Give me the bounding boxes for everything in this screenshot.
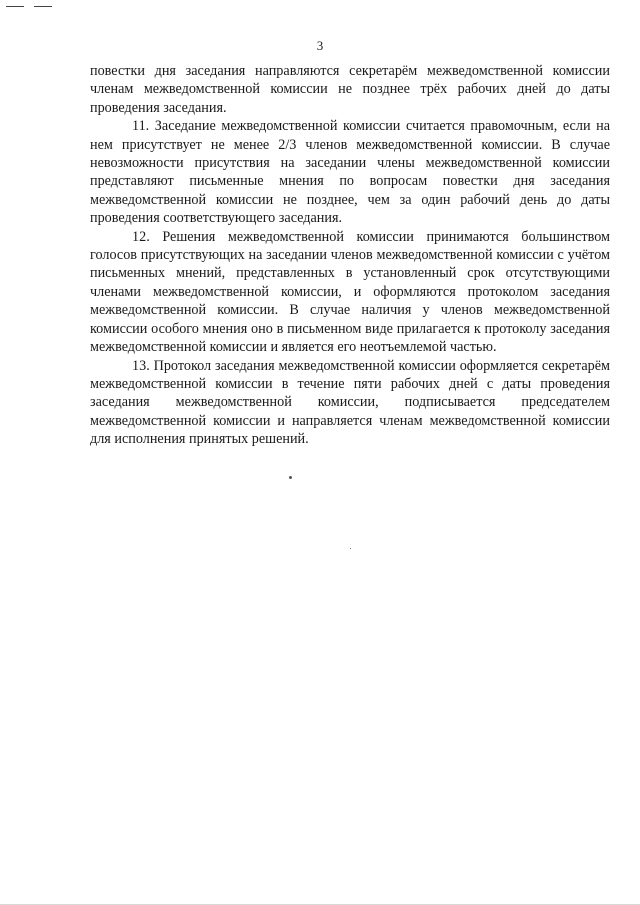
- paragraph-item-13: 13. Протокол заседания межведомственной комиссии оформляется секретарём межведомственной комиссии в течение пяти рабочих дней с даты проведения заседания межведомственной комиссии, подписывается председателем межведомственной комиссии и направляется членам межведомственной комиссии для исполнения принятых решений.: [90, 357, 610, 448]
- scan-mark: [6, 6, 24, 7]
- scan-mark: [34, 6, 52, 7]
- document-body: [90, 62, 610, 449]
- paragraph-item-11: 11. Заседание межведомственной комиссии считается правомочным, если на нем присутствует не менее 2/3 членов межведомственной комиссии. В случае невозможности присутствия на заседании члены межведомственной комиссии представляют письменные мнения по вопросам повестки дня заседания межведомственной комиссии не позднее, чем за один рабочий день до даты проведения соответствующего заседания.: [90, 118, 610, 227]
- paragraph-continuation: повестки дня заседания направляются секретарём межведомственной комиссии членам межведомственной комиссии не позднее трёх рабочих дней до даты проведения заседания.: [90, 63, 610, 116]
- scan-speck: [289, 476, 292, 479]
- paragraph-item-12: 12. Решения межведомственной комиссии принимаются большинством голосов присутствующих на заседании членов межведомственной комиссии с учётом письменных мнений, представленных в установленный срок отсутствующими членами межведомственной комиссии, и оформляются протоколом заседания межведомственной комиссии. В случае наличия у членов межведомственной комиссии особого мнения оно в письменном виде прилагается к протоколу заседания межведомственной комиссии и является его неотъемлемой частью.: [90, 228, 610, 356]
- page-number: 3: [316, 38, 324, 53]
- scan-speck: [350, 548, 351, 549]
